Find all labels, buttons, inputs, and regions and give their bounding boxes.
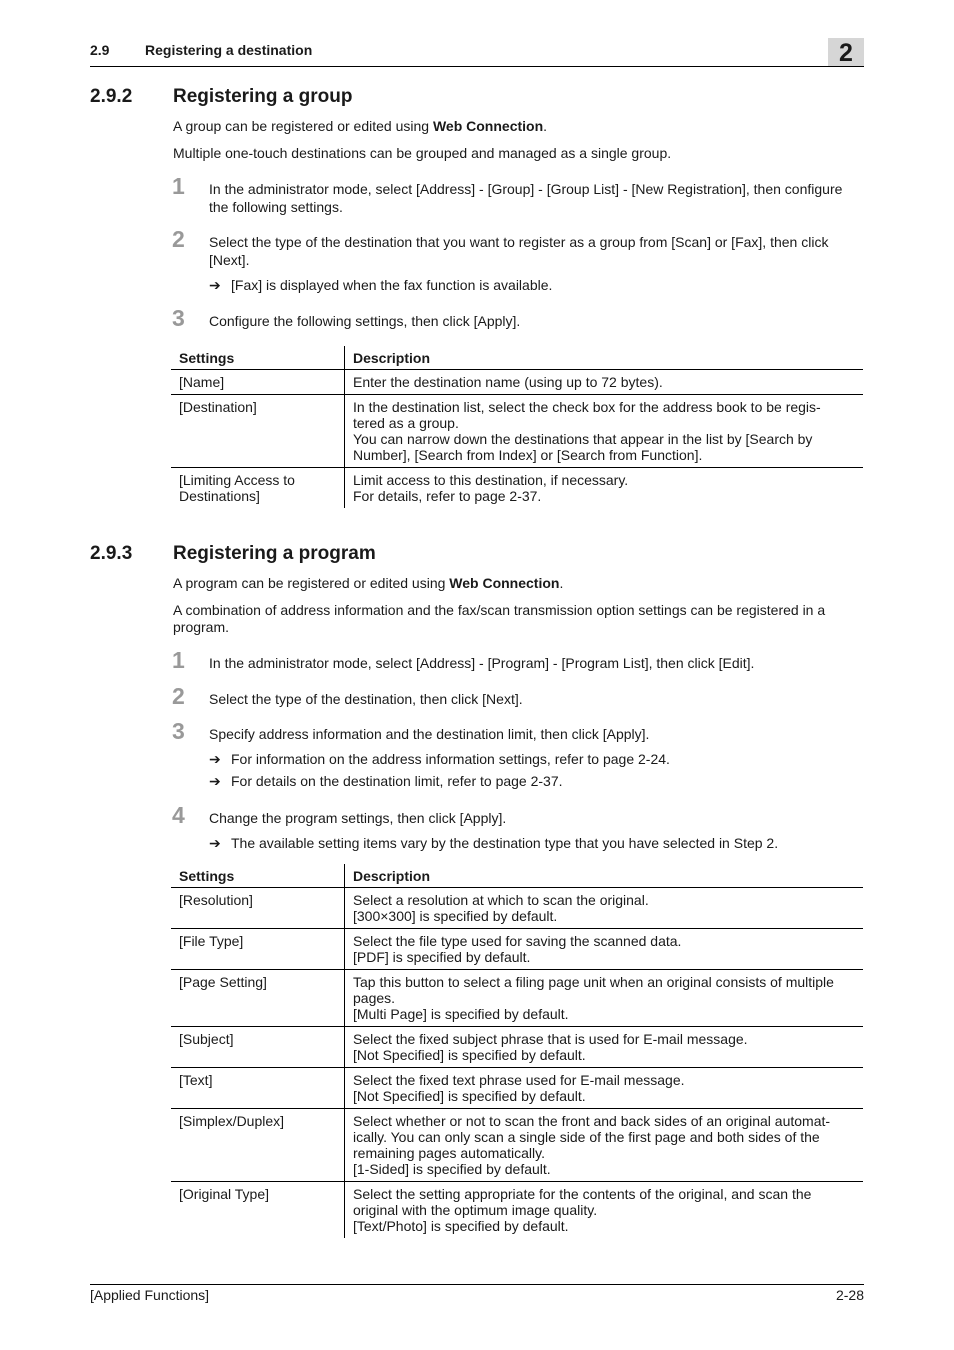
- table-row: [171, 395, 863, 468]
- section-title: Registering a program: [173, 543, 376, 564]
- setting-name-cell: [Simplex/Duplex]: [171, 1109, 345, 1182]
- setting-name-cell: [Limiting Access to Destinations]: [171, 468, 345, 509]
- section-number: 2.9.3: [90, 543, 133, 564]
- section-heading-program: [90, 543, 376, 565]
- intro-end: .: [559, 575, 564, 591]
- group-intro-1: [173, 118, 863, 135]
- step-number: 1: [172, 173, 185, 199]
- step-number: 1: [172, 647, 185, 673]
- group-intro-2: Multiple one-touch destinations can be grouped and managed as a single group.: [173, 145, 672, 161]
- step-text: In the administrator mode, select [Address] - [Program] - [Program List], then click [Edit].: [209, 655, 755, 671]
- group-settings-table: [171, 346, 863, 508]
- table-row: [171, 1068, 863, 1109]
- step-number: 2: [172, 683, 185, 709]
- setting-name-cell: [Resolution]: [171, 888, 345, 929]
- setting-name-cell: [Subject]: [171, 1027, 345, 1068]
- program-intro-1: [173, 575, 863, 592]
- intro-text: A program can be registered or edited using: [173, 575, 450, 591]
- step-text: Select the type of the destination, then click [Next].: [209, 691, 523, 707]
- intro-text: A group can be registered or edited using: [173, 118, 433, 134]
- section-number: 2.9.2: [90, 86, 133, 107]
- arrow-icon: ➔: [209, 751, 221, 767]
- chapter-badge: 2: [828, 38, 864, 66]
- step-number: 2: [172, 226, 185, 252]
- setting-name-cell: [Page Setting]: [171, 970, 345, 1027]
- setting-name-cell: [File Type]: [171, 929, 345, 970]
- section-title: Registering a group: [173, 86, 353, 107]
- step-number: 4: [172, 802, 185, 828]
- setting-name-cell: [Name]: [171, 370, 345, 395]
- note-text: [Fax] is displayed when the fax function is available.: [231, 277, 553, 293]
- program-settings-table: [171, 864, 863, 1238]
- step-note: [209, 751, 670, 768]
- setting-name-cell: [Destination]: [171, 395, 345, 468]
- note-text: For details on the destination limit, refer to page 2-37.: [231, 773, 563, 789]
- setting-description-cell: Select whether or not to scan the front and back sides of an original automat- ically. You can only scan a single side of the first page and both sides of the remaining pages automatically. [1-Sided] is specified by default.: [345, 1109, 864, 1182]
- step-text: Change the program settings, then click [Apply].: [209, 810, 507, 826]
- step-number: 3: [172, 718, 185, 744]
- step-note: [209, 773, 563, 790]
- intro-end: .: [543, 118, 548, 134]
- table-header-settings: Settings: [171, 346, 345, 370]
- step-text: Configure the following settings, then click [Apply].: [209, 313, 521, 329]
- table-header-description: Description: [345, 864, 864, 888]
- header-section-title: Registering a destination: [145, 42, 313, 58]
- setting-description-cell: Select a resolution at which to scan the original. [300×300] is specified by default.: [345, 888, 864, 929]
- arrow-icon: ➔: [209, 773, 221, 789]
- step-text: Select the type of the destination that you want to register as a group from [Scan] or [Fax], then click [Next].: [209, 234, 829, 268]
- step-note: [209, 835, 778, 852]
- arrow-icon: ➔: [209, 277, 221, 293]
- table-header-settings: Settings: [171, 864, 345, 888]
- table-row: [171, 970, 863, 1027]
- setting-description-cell: In the destination list, select the check box for the address book to be regis- tered as a group. You can narrow down the destinations that appear in the list by [Search by Number], [Search from Index] or [Search from Function].: [345, 395, 864, 468]
- table-row: [171, 929, 863, 970]
- program-intro-2: A combination of address information and the fax/scan transmission option settings can be registered in a program.: [173, 602, 826, 635]
- setting-description-cell: Enter the destination name (using up to 72 bytes).: [345, 370, 864, 395]
- arrow-icon: ➔: [209, 835, 221, 851]
- setting-description-cell: Limit access to this destination, if necessary. For details, refer to page 2-37.: [353, 472, 629, 504]
- note-text: The available setting items vary by the destination type that you have selected in Step 2.: [231, 835, 779, 851]
- setting-name-cell: [Original Type]: [171, 1182, 345, 1239]
- page-footer: [90, 1284, 864, 1303]
- section-heading-group: [90, 86, 352, 108]
- step-text: Specify address information and the destination limit, then click [Apply].: [209, 726, 650, 742]
- setting-description-cell: Select the file type used for saving the scanned data. [PDF] is specified by default.: [345, 929, 864, 970]
- footer-chapter-name: [Applied Functions]: [90, 1287, 210, 1303]
- table-row: [171, 370, 863, 395]
- setting-description-cell: Select the fixed text phrase used for E-mail message. [Not Specified] is specified by default.: [345, 1068, 864, 1109]
- setting-name-cell: [Text]: [171, 1068, 345, 1109]
- note-text: For information on the address information settings, refer to page 2-24.: [231, 751, 670, 767]
- table-row: [171, 1182, 863, 1239]
- step-number: 3: [172, 305, 185, 331]
- setting-description-cell: Select the fixed subject phrase that is used for E-mail message. [Not Specified] is specified by default.: [345, 1027, 864, 1068]
- table-row: [171, 1109, 863, 1182]
- intro-bold: Web Connection: [432, 118, 544, 134]
- header-section-number: 2.9: [90, 42, 110, 58]
- setting-description-cell: Select the setting appropriate for the contents of the original, and scan the original with the optimum image quality. [Text/Photo] is specified by default.: [353, 1186, 812, 1234]
- intro-bold: Web Connection: [449, 575, 560, 591]
- setting-description-cell: Tap this button to select a filing page unit when an original consists of multiple pages. [Multi Page] is specified by default.: [345, 970, 864, 1027]
- page-number: 2-28: [835, 1287, 864, 1303]
- table-row: [171, 888, 863, 929]
- table-header-description: Description: [345, 346, 864, 370]
- step-text: In the administrator mode, select [Address] - [Group] - [Group List] - [New Registration], then configure the following settings.: [209, 181, 843, 215]
- step-note: [209, 277, 552, 294]
- table-row: [171, 1027, 863, 1068]
- page-header: [90, 38, 864, 67]
- table-row: [171, 468, 863, 509]
